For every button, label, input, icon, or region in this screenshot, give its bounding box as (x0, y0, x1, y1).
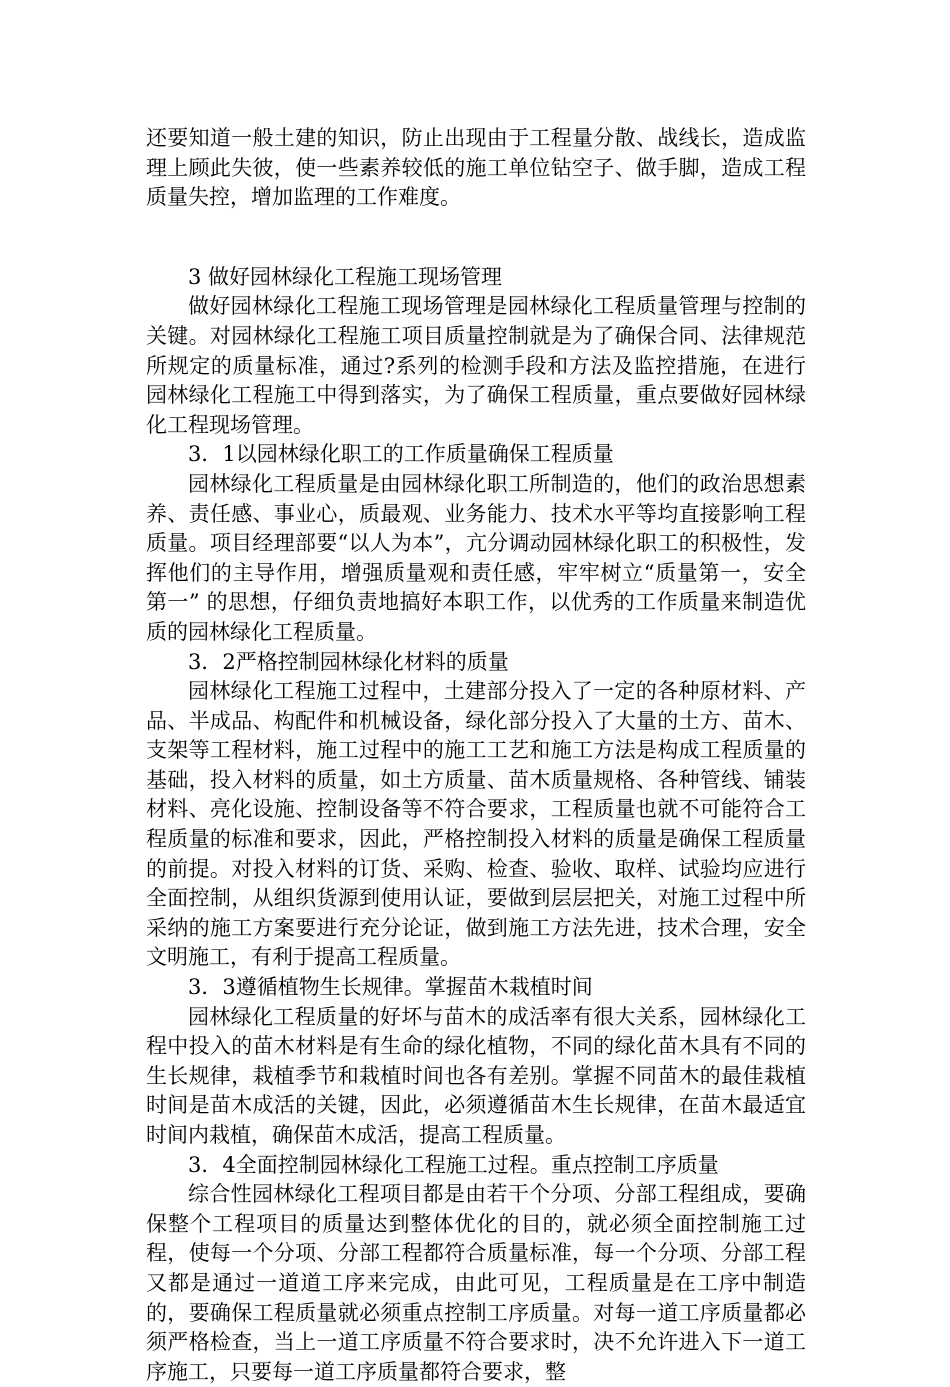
section-gap (146, 213, 806, 263)
body-paragraph: 做好园林绿化工程施工现场管理是园林绿化工程质量管理与控制的关键。对园林绿化工程施工项目质量控制就是为了确保合同、法律规范所规定的质量标准，通过?系列的检测手段和方法及监控措施，在进行园林绿化工程施工中得到落实，为了确保工程质量，重点要做好园林绿化工程现场管理。 (146, 294, 806, 437)
body-paragraph: 园林绿化工程施工过程中，土建部分投入了一定的各种原材料、产品、半成品、构配件和机械设备，绿化部分投入了大量的土方、苗木、支架等工程材料，施工过程中的施工工艺和施工方法是构成工程质量的基础，投入材料的质量，如土方质量、苗木质量规格、各种管线、铺装材料、亮化设施、控制设备等不符合要求，工程质量也就不可能符合工程质量的标准和要求，因此，严格控制投入材料的质量是确保工程质量的前提。对投入材料的订货、采购、检查、验收、取样、试验均应进行全面控制，从组织货源到使用认证，要做到层层把关，对施工过程中所采纳的施工方案要进行充分论证，做到施工方法先进，技术合理，安全文明施工，有利于提高工程质量。 (146, 679, 806, 970)
body-paragraph: 还要知道一般土建的知识，防止出现由于工程量分散、战线长，造成监理上顾此失彼，使一些素养较低的施工单位钻空子、做手脚，造成工程质量失控，增加监理的工作难度。 (146, 126, 806, 210)
document-body (146, 124, 806, 1387)
section-heading-3-3: 3．3遵循植物生长规律。掌握苗木栽植时间 (188, 975, 593, 1000)
section-heading-3-2: 3．2严格控制园林绿化材料的质量 (188, 649, 509, 674)
section-heading-3-1: 3．1以园林绿化职工的工作质量确保工程质量 (188, 442, 614, 467)
section-heading-3: 3 做好园林绿化工程施工现场管理 (188, 264, 503, 289)
section-heading-3-4: 3．4全面控制园林绿化工程施工过程。重点控制工序质量 (188, 1152, 719, 1177)
body-paragraph: 园林绿化工程质量的好坏与苗木的成活率有很大关系，园林绿化工程中投入的苗木材料是有生命的绿化植物，不同的绿化苗木具有不同的生长规律，栽植季节和栽植时间也各有差别。掌握不同苗木的最佳栽植时间是苗木成活的关键，因此，必须遵循苗木生长规律，在苗木最适宜时间内栽植，确保苗木成活，提高工程质量。 (146, 1004, 806, 1147)
body-paragraph: 综合性园林绿化工程项目都是由若干个分项、分部工程组成，要确保整个工程项目的质量达到整体优化的目的，就必须全面控制施工过程，使每一个分项、分部工程都符合质量标准，每一个分项、分部工程又都是通过一道道工序来完成，由此可见，工程质量是在工序中制造的，要确保工程质量就必须重点控制工序质量。对每一道工序质量都必须严格检查，当上一道工序质量不符合要求时，决不允许进入下一道工序施工，只要每一道工序质量都符合要求，整 (146, 1182, 806, 1384)
body-paragraph: 园林绿化工程质量是由园林绿化职工所制造的，他们的政治思想素养、责任感、事业心，质最观、业务能力、技术水平等均直接影响工程质量。项目经理部要“以人为本”，亢分调动园林绿化职工的积极性，发挥他们的主导作用，增强质量观和责任感，牢牢树立“质量第一，安全第一” 的思想，仔细负责地搞好本职工作，以优秀的工作质量来制造优质的园林绿化工程质量。 (146, 471, 806, 644)
